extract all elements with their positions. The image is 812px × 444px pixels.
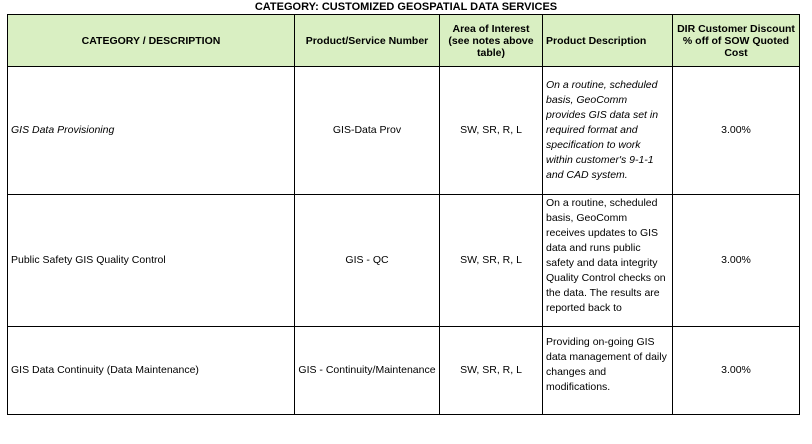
row-description <box>543 327 673 415</box>
row-product-number: GIS-Data Prov <box>295 67 440 195</box>
row-area: SW, SR, R, L <box>440 195 543 327</box>
table-row <box>8 327 800 415</box>
row-discount: 3.00% <box>673 327 800 415</box>
row-discount: 3.00% <box>673 67 800 195</box>
row-product-number: GIS - Continuity/Maintenance <box>295 327 440 415</box>
table-title: CATEGORY: CUSTOMIZED GEOSPATIAL DATA SERVICES <box>254 1 558 13</box>
header-area: Area of Interest (see notes above table) <box>440 15 543 67</box>
header-discount: DIR Customer Discount % off of SOW Quoted Cost <box>673 15 800 67</box>
row-category: Public Safety GIS Quality Control <box>8 195 295 327</box>
row-product-number: GIS - QC <box>295 195 440 327</box>
row-category: GIS Data Provisioning <box>8 67 295 195</box>
row-description <box>543 67 673 195</box>
table-row <box>8 67 800 195</box>
row-description <box>543 195 673 327</box>
row-description-text: On a routine, scheduled basis, GeoComm receives updates to GIS data and runs public safety and data integrity Quality Control checks on the data. The results are reported back to <box>546 197 666 314</box>
header-category: CATEGORY / DESCRIPTION <box>8 15 295 67</box>
table-header-row <box>8 15 800 67</box>
header-description: Product Description <box>543 15 673 67</box>
header-product-number: Product/Service Number <box>295 15 440 67</box>
row-description-text: Providing on-going GIS data management of daily changes and modifications. <box>546 336 667 393</box>
row-discount: 3.00% <box>673 195 800 327</box>
row-description-text: On a routine, scheduled basis, GeoComm provides GIS data set in required format and specification to work within customer's 9-1-1 and CAD system. <box>546 79 659 181</box>
row-category: GIS Data Continuity (Data Maintenance) <box>8 327 295 415</box>
row-area: SW, SR, R, L <box>440 327 543 415</box>
services-table <box>7 14 800 415</box>
row-area: SW, SR, R, L <box>440 67 543 195</box>
table-row <box>8 195 800 327</box>
